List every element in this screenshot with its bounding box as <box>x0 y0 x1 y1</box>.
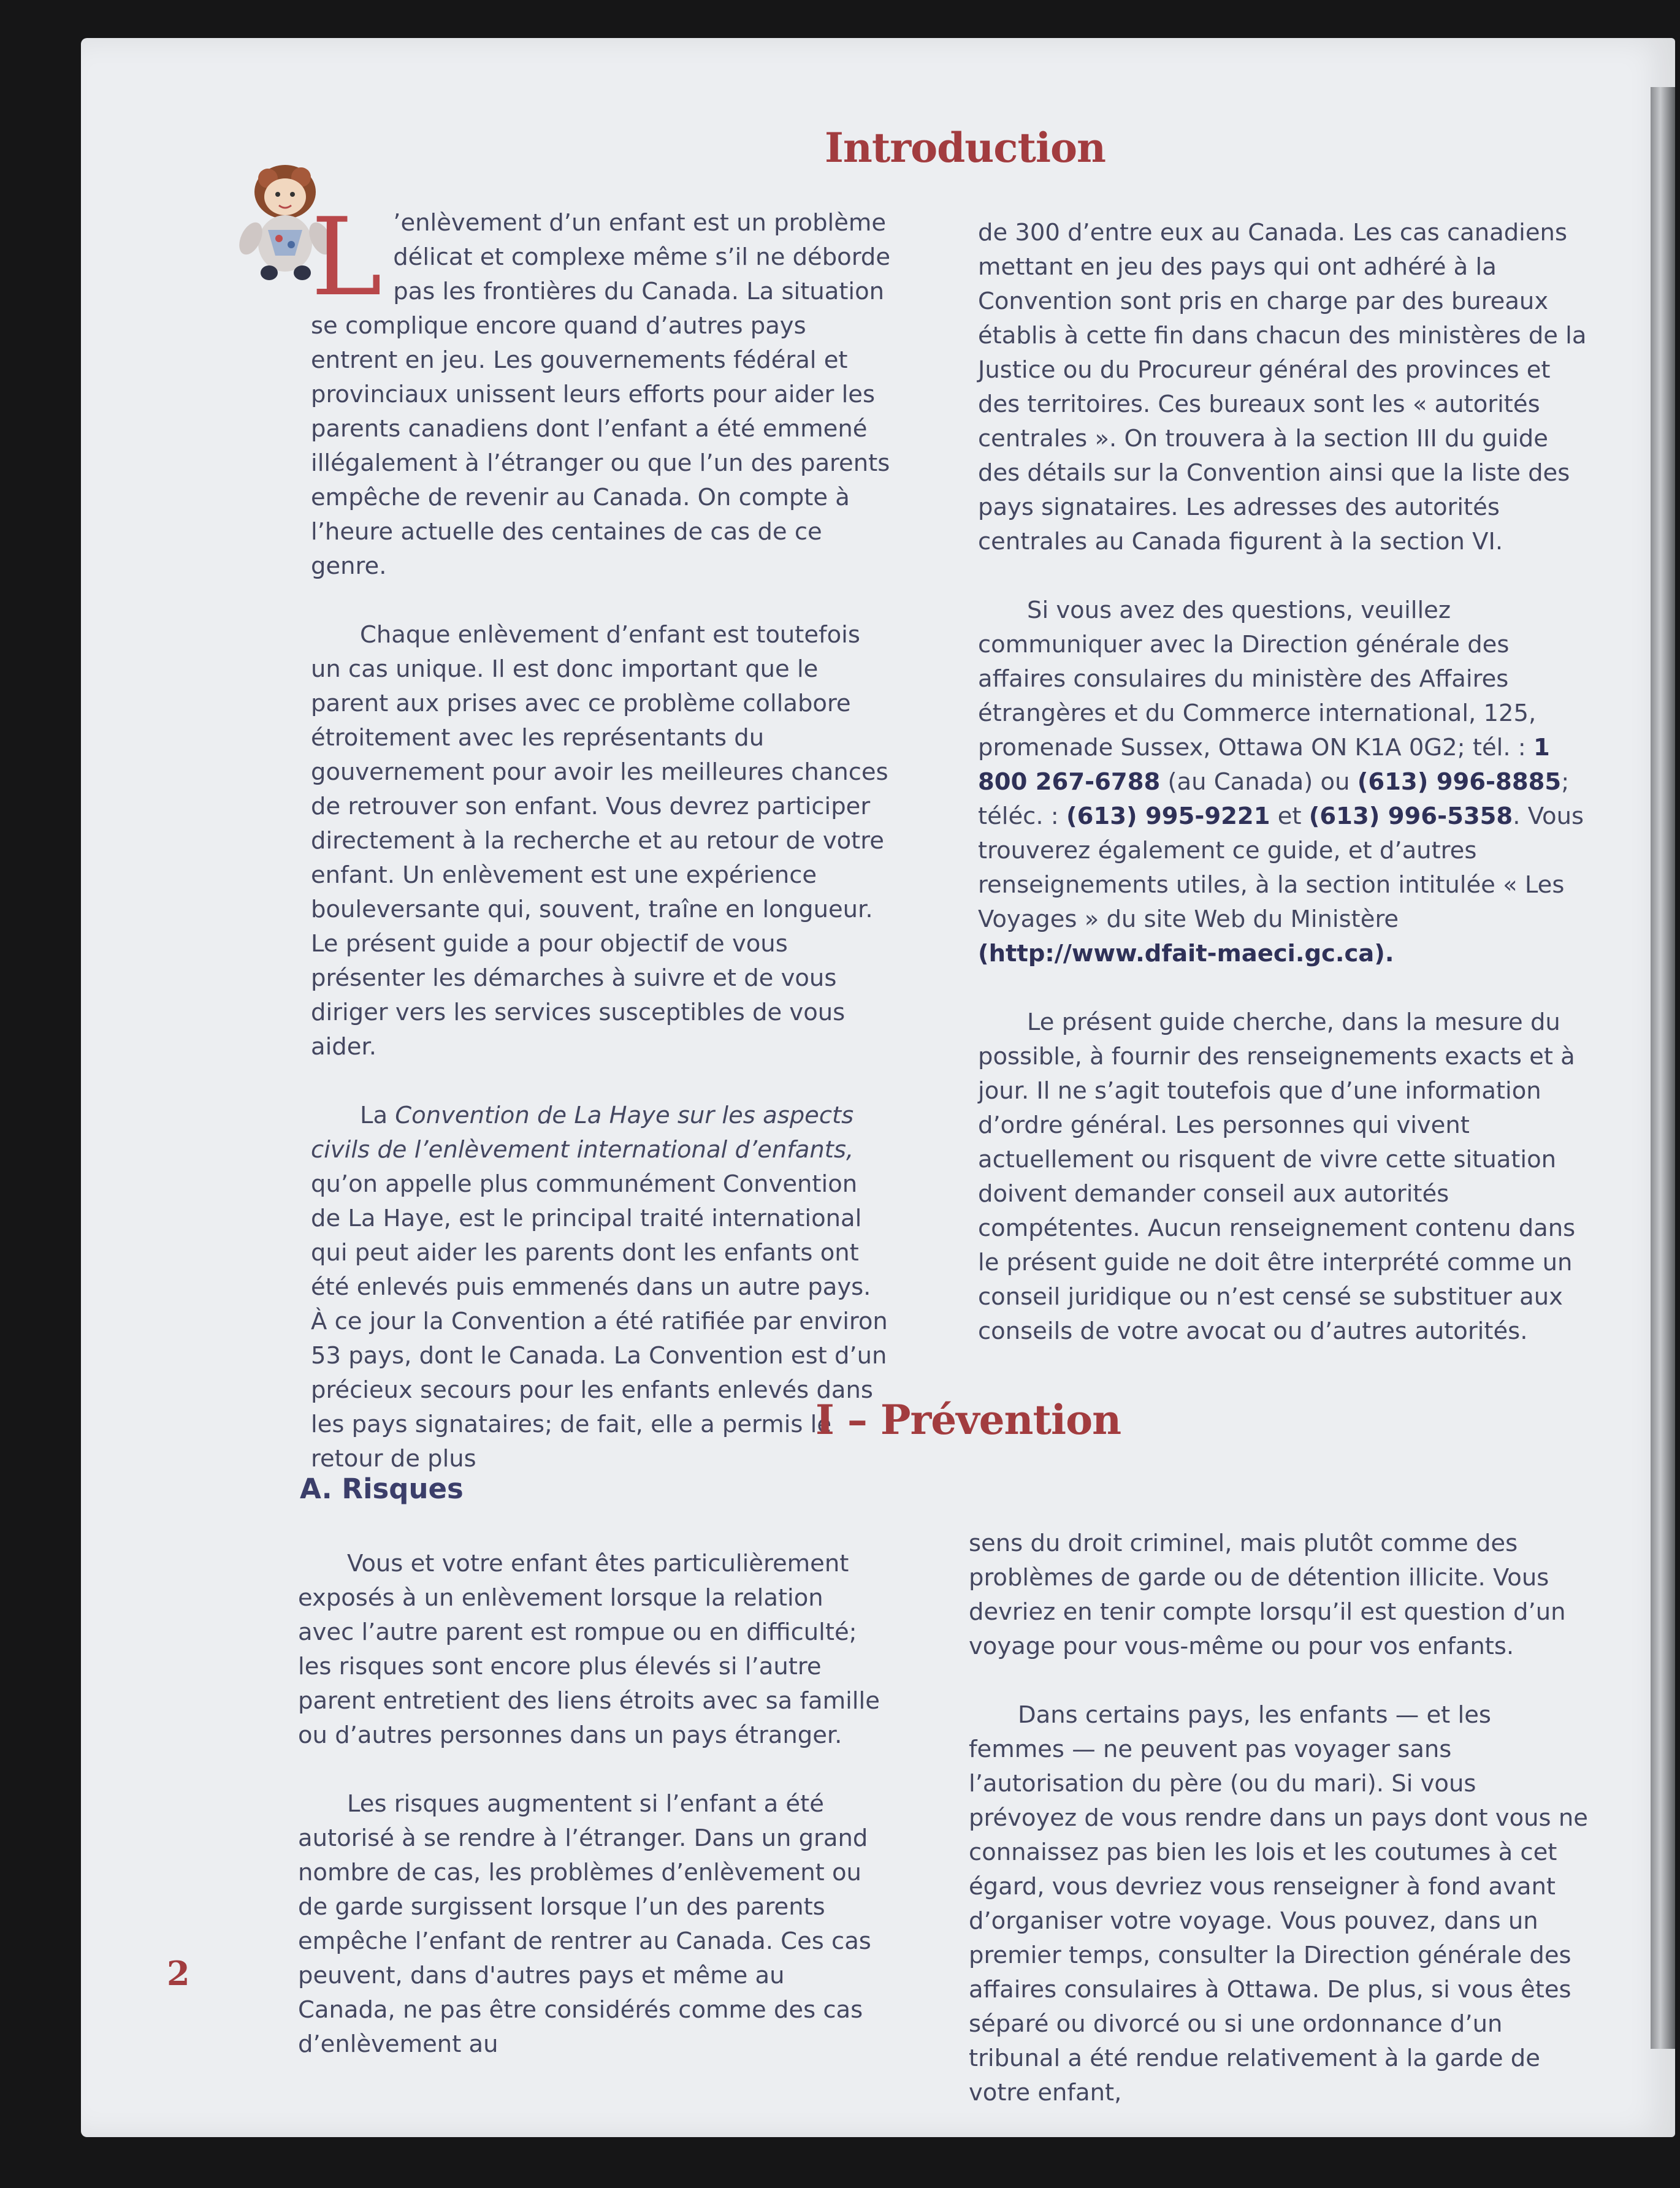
fax-number: (613) 996-5358 <box>1308 802 1513 830</box>
intro-paragraph-4: de 300 d’entre eux au Canada. Les cas canadiens mettant en jeu des pays qui ont adhéré à la Convention sont pris en charge par des bureaux établis à cette fin dans chacun des ministères de la Justice ou du Procureur général des provinces et des territoires. Ces bureaux sont les « autorités centrales ». On trouvera à la section III du guide des détails sur la Convention ainsi que la liste des pays signataires. Les adresses des autorités centrales au Canada figurent à la section VI. <box>978 219 1587 555</box>
prevention-paragraph-3: sens du droit criminel, mais plutôt comme des problèmes de garde ou de détention illicite. Vous devriez en tenir compte lorsqu’il est question d’un voyage pour vous-même ou pour vos enfants. <box>969 1530 1566 1660</box>
prevention-right-column <box>969 1527 1588 2110</box>
prevention-paragraph-1: Vous et votre enfant êtes particulièrement exposés à un enlèvement lorsque la relation avec l’autre parent est rompue ou en difficulté; les risques sont encore plus élevés si l’autre parent entretient des liens étroits avec sa famille ou d’autres personnes dans un pays étranger. <box>298 1550 880 1749</box>
prevention-left-column <box>298 1547 887 2062</box>
book-spine <box>1651 87 1675 2049</box>
intro-left-column <box>311 196 893 1476</box>
website-url: (http://www.dfait-maeci.gc.ca). <box>978 940 1394 967</box>
convention-title: Convention de La Haye sur les aspects civils de l’enlèvement international d’enfants, <box>311 1102 854 1164</box>
contact-paragraph: Si vous avez des questions, veuillez communiquer avec la Direction générale des affaires consulaires du ministère des Affaires étrangères et du Commerce international, 125, promenade Sussex, Ottawa ON K1A 0G2; tél. : 1 800 267-6788 (au Canada) ou (613) 996-8885; téléc. : (613) 995-9221 et (613) 996-5358. Vous trouverez également ce guide, et d’autres renseignements utiles, à la section intitulée « Les Voyages » du site Web du Ministère (http://www.dfait-maeci.gc.ca). <box>978 597 1584 967</box>
phone-number: 1 800 267-6788 <box>978 734 1550 796</box>
phone-number: (613) 996-8885 <box>1357 768 1562 796</box>
intro-paragraph-2: Chaque enlèvement d’enfant est toutefois un cas unique. Il est donc important que le parent aux prises avec ce problème collabore étroitement avec les représentants du gouvernement pour avoir les meilleures chances de retrouver son enfant. Vous devrez participer directement à la recherche et au retour de votre enfant. Un enlèvement est une expérience bouleversante qui, souvent, traîne en longueur. Le présent guide a pour objectif de vous présenter les démarches à suivre et de vous diriger vers les services susceptibles de vous aider. <box>311 621 888 1061</box>
prevention-heading: I – Prévention <box>815 1396 1121 1444</box>
intro-paragraph-3: La Convention de La Haye sur les aspects civils de l’enlèvement international d’enfants, qu’on appelle plus communément Convention de La Haye, est le principal traité international qui peut aider les parents dont les enfants ont été enlevés puis emmenés dans un autre pays. À ce jour la Convention a été ratifiée par environ 53 pays, dont le Canada. La Convention est d’un précieux secours pour les enfants enlevés dans les pays signataires; de fait, elle a permis le retour de plus <box>311 1102 888 1473</box>
introduction-heading: Introduction <box>825 124 1106 172</box>
prevention-paragraph-2: Les risques augmentent si l’enfant a été autorisé à se rendre à l’étranger. Dans un grand nombre de cas, les problèmes d’enlèvement ou de garde surgissent lorsque l’un des parents empêche l’enfant de rentrer au Canada. Ces cas peuvent, dans d'autres pays et même au Canada, ne pas être considérés comme des cas d’enlèvement au <box>298 1790 871 2058</box>
intro-right-column <box>978 216 1591 1349</box>
section-subheading: A. Risques <box>300 1473 464 1505</box>
page-number: 2 <box>167 1954 190 1993</box>
prevention-paragraph-4: Dans certains pays, les enfants — et les femmes — ne peuvent pas voyager sans l’autorisation du père (ou du mari). Si vous prévoyez de vous rendre dans un pays dont vous ne connaissez pas bien les lois et les coutumes à cet égard, vous devriez vous renseigner à fond avant d’organiser votre voyage. Vous pouvez, dans un premier temps, consulter la Direction générale des affaires consulaires à Ottawa. De plus, si vous êtes séparé ou divorcé ou si une ordonnance d’un tribunal a été rendue relativement à la garde de votre enfant, <box>969 1701 1588 2106</box>
fax-number: (613) 995-9221 <box>1066 802 1270 830</box>
intro-paragraph-6: Le présent guide cherche, dans la mesure du possible, à fournir des renseignements exacts et à jour. Il ne s’agit toutefois que d’une information d’ordre général. Les personnes qui vivent actuellement ou risquent de vivre cette situation doivent demander conseil aux autorités compétentes. Aucun renseignement contenu dans le présent guide ne doit être interprété comme un conseil juridique ou n’est censé se substituer aux conseils de votre avocat ou d’autres autorités. <box>978 1008 1576 1345</box>
document-page <box>81 38 1675 2137</box>
intro-paragraph-1: L ’enlèvement d’un enfant est un problème délicat et complexe même s’il ne déborde pas les frontières du Canada. La situation se complique encore quand d’autres pays entrent en jeu. Les gouvernements fédéral et provinciaux unissent leurs efforts pour aider les parents canadiens dont l’enfant a été emmené illégalement à l’étranger ou que l’un des parents empêche de revenir au Canada. On compte à l’heure actuelle des centaines de cas de ce genre. <box>311 196 891 580</box>
dropcap-letter: L <box>311 196 383 320</box>
